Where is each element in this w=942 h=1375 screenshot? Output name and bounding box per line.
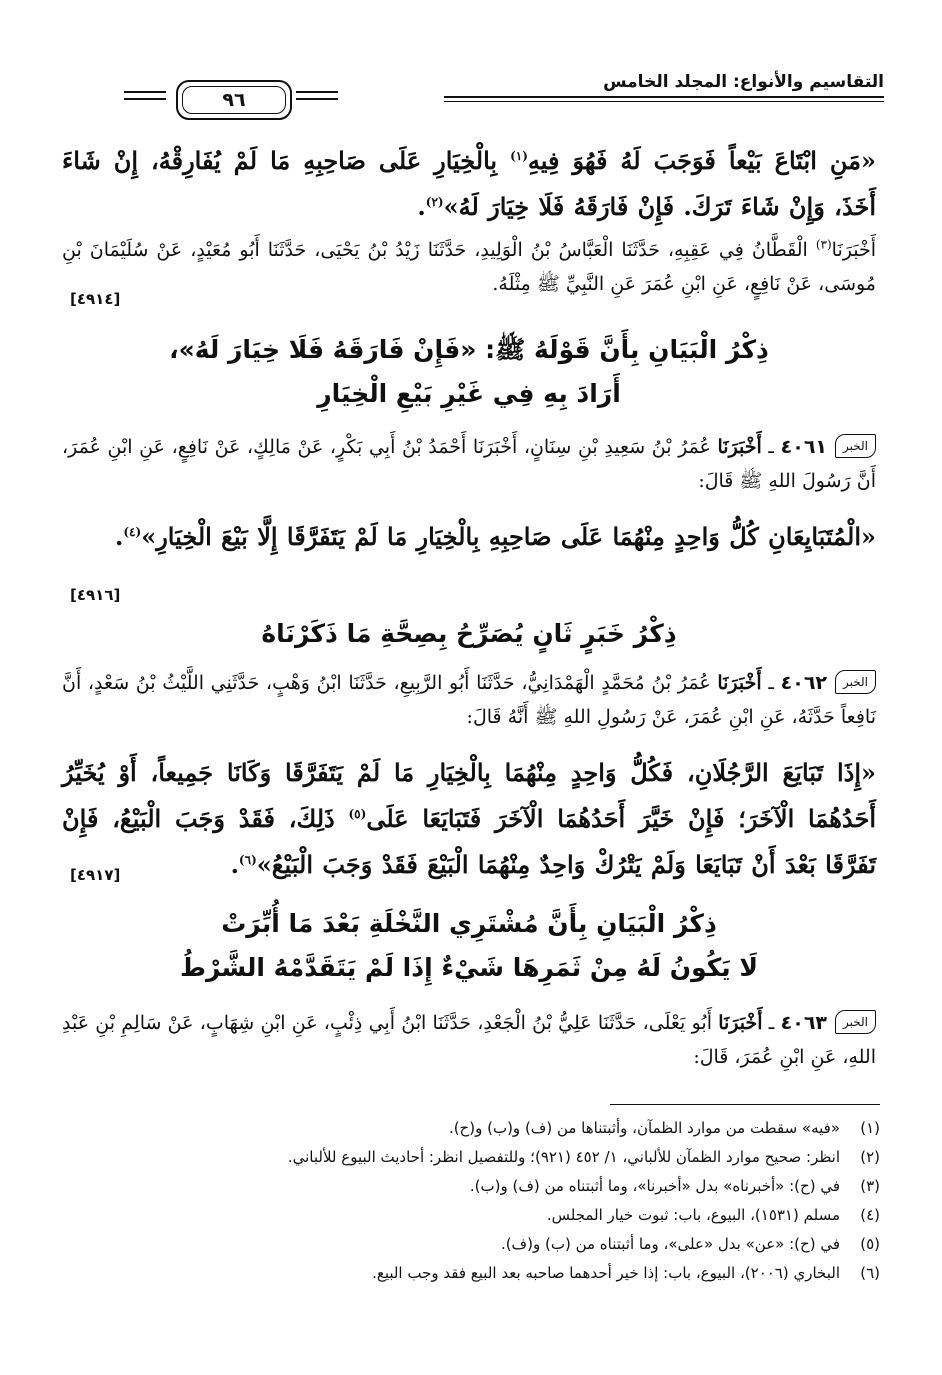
- footnote-marker: (٥): [348, 807, 367, 821]
- page-number: ٩٦: [182, 86, 286, 114]
- reference-number: [٤٩١٦]: [70, 586, 121, 604]
- hadith-4062-isnad: [62, 666, 876, 734]
- isnad-text: عُمَرُ بْنُ مُحَمَّدٍ الْهَمْدَانِيُّ، حَدَّثَنَا أَبُو الرَّبِيعِ، حَدَّثَنَا ابْنُ وَهْبٍ، حَدَّثَنِي اللَّيْثُ بْنُ سَعْدٍ، أَنَّ نَافِعاً حَدَّثَهُ، عَنِ ابْنِ عُمَرَ، عَنْ رَسُولِ اللهِ ﷺ أَنَّهُ قَالَ:: [62, 672, 876, 728]
- footnote-marker: (٦): [238, 853, 257, 867]
- hadith-number: ٤٠٦٢: [780, 672, 828, 694]
- running-title: التقاسيم والأنواع: المجلد الخامس: [603, 72, 884, 92]
- full-stop: .: [115, 522, 124, 551]
- heading-line: أَرَادَ بِهِ فِي غَيْرِ بَيْعِ الْخِيَارِ: [317, 379, 621, 408]
- header-rule: [444, 96, 884, 98]
- footnote-separator: [610, 1104, 880, 1105]
- hadith-4063-isnad: [62, 1006, 876, 1074]
- chapter-heading: [62, 902, 876, 990]
- footnote: (٢)انظر: صحيح موارد الظمآن للألباني، ١/ ٤٥٢ (٩٢١)؛ وللتفصيل انظر: أحاديث البيوع للألباني.: [287, 1148, 880, 1166]
- matn-text: «الْمُتَبَايِعَانِ كُلُّ وَاحِدٍ مِنْهُمَا عَلَى صَاحِبِهِ بِالْخِيَارِ مَا لَمْ يَتَفَرَّقَا إِلَّا بَيْعَ الْخِيَارِ»: [141, 522, 876, 551]
- header-rule-thin: [444, 101, 884, 102]
- hadith-number: ٤٠٦٣: [780, 1012, 828, 1034]
- akhbarana: أَخْبَرَنَا: [718, 1012, 763, 1034]
- heading-line: ذِكْرُ الْبَيَانِ بِأَنَّ قَوْلَهُ ﷺ: «فَإِنْ فَارَقَهُ فَلَا خِيَارَ لَهُ»،: [169, 335, 769, 364]
- footnote: (١)«فيه» سقطت من موارد الظمآن، وأثبتناها من (ف) و(ب) و(ح).: [448, 1119, 880, 1137]
- akhbarana: أَخْبَرَنَا: [717, 436, 762, 458]
- isnad-paragraph: [62, 233, 876, 301]
- matn-part-b: ذَلِكَ، فَقَدْ وَجَبَ الْبَيْعُ، فَإِنْ تَفَرَّقَا بَعْدَ أَنْ تَبَايَعَا وَلَمْ يَتْرُكْ وَاحِدٌ مِنْهُمَا الْبَيْعَ فَقَدْ وَجَبَ الْبَيْعُ»: [62, 804, 876, 879]
- footnote-marker: (٢): [425, 195, 444, 209]
- khabar-badge-icon: الخبر: [835, 1010, 876, 1034]
- full-stop: .: [417, 192, 426, 221]
- heading-line: ذِكْرُ الْبَيَانِ بِأَنَّ مُشْتَرِي النَّخْلَةِ بَعْدَ مَا أُبِّرَتْ: [221, 909, 717, 938]
- khabar-badge-icon: الخبر: [835, 434, 876, 458]
- akhbarana-lead: أَخْبَرَنَا: [831, 239, 876, 261]
- heading-line: ذِكْرُ خَبَرٍ ثَانٍ يُصَرِّحُ بِصِحَّةِ مَا ذَكَرْنَاهُ: [261, 619, 677, 648]
- footnote-marker: (١): [510, 149, 528, 163]
- hadith-4062-matn: [62, 750, 876, 888]
- hadith-4061-isnad: [62, 430, 876, 498]
- khabar-badge-icon: الخبر: [835, 670, 876, 694]
- isnad-text: عُمَرُ بْنُ سَعِيدِ بْنِ سِنَانٍ، أَخْبَرَنَا أَحْمَدُ بْنُ أَبِي بَكْرٍ، عَنْ مَالِكٍ، عَنْ نَافِعٍ، عَنِ ابْنِ عُمَرَ، أَنَّ رَسُولَ اللهِ ﷺ قَالَ:: [62, 436, 876, 492]
- full-stop: .: [230, 850, 239, 879]
- dash: ـ: [761, 672, 781, 694]
- footnotes: [66, 1114, 880, 1288]
- dash: ـ: [761, 436, 781, 458]
- hadith-text-continuation: [62, 138, 876, 230]
- footnote-marker: (٣): [815, 237, 832, 252]
- reference-number: [٤٩١٤]: [70, 290, 121, 308]
- akhbarana: أَخْبَرَنَا: [717, 672, 762, 694]
- page-header: [58, 66, 884, 122]
- hadith-number: ٤٠٦١: [780, 436, 828, 458]
- footnote-marker: (٤): [123, 525, 142, 539]
- heading-line: لَا يَكُونُ لَهُ مِنْ ثَمَرِهَا شَيْءٌ إِذَا لَمْ يَتَقَدَّمْهُ الشَّرْطُ: [179, 953, 759, 982]
- footnote: (٦)البخاري (٢٠٠٦)، البيوع، باب: إذا خير أحدهما صاحبه بعد البيع فقد وجب البيع.: [372, 1264, 880, 1282]
- dash: ـ: [762, 1012, 781, 1034]
- ornament-bars-right: [296, 91, 338, 105]
- footnote: (٤)مسلم (١٥٣١)، البيوع، باب: ثبوت خيار المجلس.: [546, 1206, 880, 1224]
- footnote: (٥)في (ح): «عن» بدل «على»، وما أثبتناه من (ب) و(ف).: [500, 1235, 880, 1253]
- matn-part-b: بِالْخِيَارِ عَلَى صَاحِبِهِ مَا لَمْ يُفَارِقْهُ، إِنْ شَاءَ أَخَذَ، وَإِنْ شَاءَ تَرَكَ. فَإِنْ فَارَقَهُ فَلَا خِيَارَ لَهُ»: [62, 146, 876, 221]
- chapter-heading: [62, 612, 876, 656]
- isnad-text: الْقَطَّانُ فِي عَقِبِهِ، حَدَّثَنَا الْعَبَّاسُ بْنُ الْوَلِيدِ، حَدَّثَنَا زَيْدُ بْنُ يَحْيَى، حَدَّثَنَا أَبُو مُعَيْدٍ، عَنْ سُلَيْمَانَ بْنِ مُوسَى، عَنْ نَافِعٍ، عَنِ ابْنِ عُمَرَ عَنِ النَّبِيِّ ﷺ مِثْلَهُ.: [62, 239, 876, 295]
- ornament-bars-left: [124, 91, 166, 105]
- hadith-4061-matn: [62, 514, 876, 560]
- matn-part-a: «إِذَا تَبَايَعَ الرَّجُلَانِ، فَكُلُّ وَاحِدٍ مِنْهُمَا بِالْخِيَارِ مَا لَمْ يَتَفَرَّقَا وَكَانَا جَمِيعاً، أَوْ يُخَيِّرُ أَحَدُهُمَا الْآخَرَ؛ فَإِنْ خَيَّرَ أَحَدُهُمَا الْآخَرَ فَتَبَايَعَا عَلَى: [62, 758, 876, 833]
- matn-part-a: «مَنِ ابْتَاعَ بَيْعاً فَوَجَبَ لَهُ فَهُوَ فِيهِ: [527, 146, 877, 175]
- chapter-heading: [62, 328, 876, 416]
- isnad-text: أَبُو يَعْلَى، حَدَّثَنَا عَلِيُّ بْنُ الْجَعْدِ، حَدَّثَنَا ابْنُ أَبِي ذِئْبٍ، عَنِ ابْنِ شِهَابٍ، عَنْ سَالِمِ بْنِ عَبْدِ اللهِ، عَنِ ابْنِ عُمَرَ، قَالَ:: [62, 1012, 876, 1068]
- page-number-frame: [176, 80, 292, 120]
- footnote: (٣)في (ح): «أخبرناه» بدل «أخبرنا»، وما أثبتناه من (ف) و(ب).: [469, 1177, 880, 1195]
- reference-number: [٤٩١٧]: [70, 866, 121, 884]
